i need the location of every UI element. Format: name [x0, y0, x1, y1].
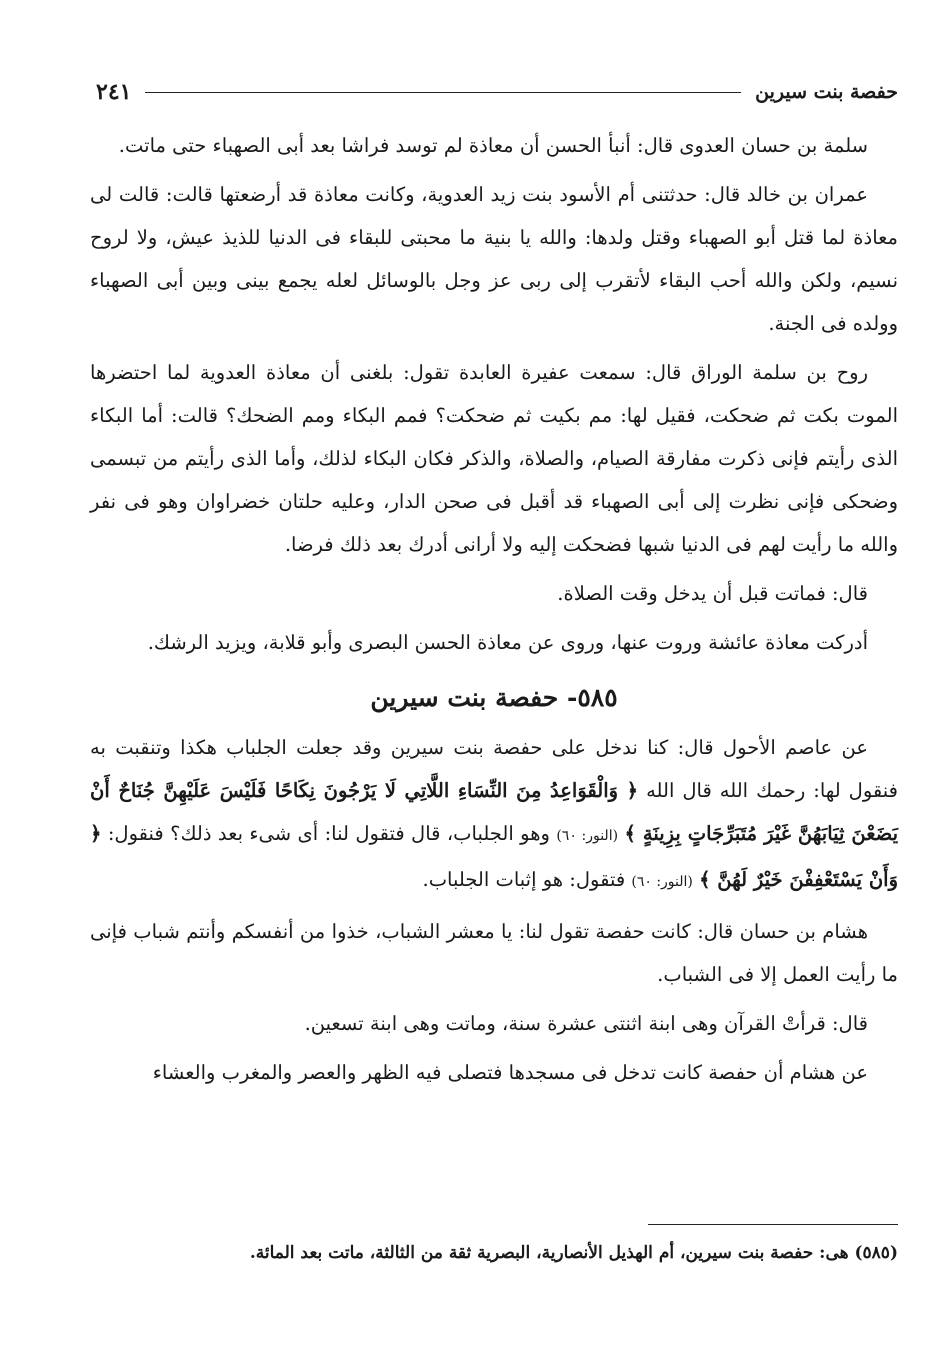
quran-verse: ﴿ وَأَنْ يَسْتَعْفِفْنَ خَيْرٌ لَهُنَّ ﴾ [90, 822, 898, 891]
paragraph: عن هشام أن حفصة كانت تدخل فى مسجدها فتصلى فيه الظهر والعصر والمغرب والعشاء [152, 1061, 868, 1084]
paragraph: قال: قرأتْ القرآن وهى ابنة اثنتى عشرة سنة، وماتت وهى ابنة تسعين. [304, 1012, 868, 1035]
paragraph-with-verses [90, 726, 898, 904]
paragraph: هشام بن حسان قال: كانت حفصة تقول لنا: يا معشر الشباب، خذوا من أنفسكم وأنتم شباب فإنى ما رأيت العمل إلا فى الشباب. [90, 920, 898, 986]
footnote-rule [648, 1224, 898, 1225]
paragraph: روح بن سلمة الوراق قال: سمعت عفيرة العابدة تقول: بلغنى أن معاذة العدوية لما احتضرها الموت بكت ثم ضحكت، فقيل لها: مم بكيت ثم ضحكت؟ فمم البكاء ومم الضحك؟ قالت: أما البكاء الذى رأيتم فإنى ذكرت مفارقة الصيام، والصلاة، والذكر فكان البكاء لذلك، وأما الذى رأيتم من تبسمى وضحكى فإنى نظرت إلى أبى الصهباء قد أقبل فى صحن الدار، وعليه حلتان خضراوان وهو فى نفر والله ما رأيت لهم فى الدنيا شبها فضحكت إليه ولا أرانى أدرك بعد ذلك فرضا. [90, 361, 898, 556]
page-number: ٢٤١ [96, 79, 132, 105]
verse-reference: (النور: ٦٠) [556, 828, 619, 844]
verse-reference: (النور: ٦٠) [631, 874, 693, 890]
running-head: حفصة بنت سيرين [755, 81, 898, 103]
page-body [90, 124, 898, 1100]
section-title: ٥٨٥- حفصة بنت سيرين [370, 683, 618, 712]
footnote: (٥٨٥) هى: حفصة بنت سيرين، أم الهذيل الأنصارية، البصرية ثقة من الثالثة، ماتت بعد المائة. [249, 1243, 898, 1263]
page-header [96, 74, 898, 110]
paragraph-text: فتقول: هو إثبات الجلباب. [422, 868, 626, 891]
paragraph-text: عن عاصم الأحول قال: كنا ندخل على حفصة بنت سيرين وقد جعلت الجلباب هكذا وتنقبت به فنقول لها: رحمك الله قال الله [90, 736, 898, 802]
paragraph: سلمة بن حسان العدوى قال: أنبأ الحسن أن معاذة لم توسد فراشا بعد أبى الصهباء حتى ماتت. [118, 134, 868, 157]
paragraph: قال: فماتت قبل أن يدخل وقت الصلاة. [557, 582, 868, 605]
quran-verse: ﴿ وَالْقَوَاعِدُ مِنَ النِّسَاءِ اللَّاتِي لَا يَرْجُونَ نِكَاحًا فَلَيْسَ عَلَيْهِنَّ جُنَاحٌ أَنْ يَضَعْنَ ثِيَابَهُنَّ غَيْرَ مُتَبَرِّجَاتٍ بِزِينَةٍ ﴾ [90, 779, 899, 845]
paragraph: أدركت معاذة عائشة وروت عنها، وروى عن معاذة الحسن البصرى وأبو قلابة، ويزيد الرشك. [147, 631, 868, 654]
paragraph-text: وهو الجلباب، قال فتقول لنا: أى شىء بعد ذلك؟ فنقول: [107, 822, 550, 845]
header-rule [145, 92, 741, 93]
paragraph: عمران بن خالد قال: حدثتنى أم الأسود بنت زيد العدوية، وكانت معاذة قد أرضعتها قالت: قالت لى معاذة لما قتل أبو الصهباء وقتل ولدها: والله يا بنية ما محبتى للبقاء فى الدنيا للذيذ عيش، ولا لروح نسيم، ولكن والله أحب البقاء لأتقرب إلى ربى عز وجل بالوسائل لعله يجمع بينى وبين أبى الصهباء وولده فى الجنة. [90, 183, 898, 335]
